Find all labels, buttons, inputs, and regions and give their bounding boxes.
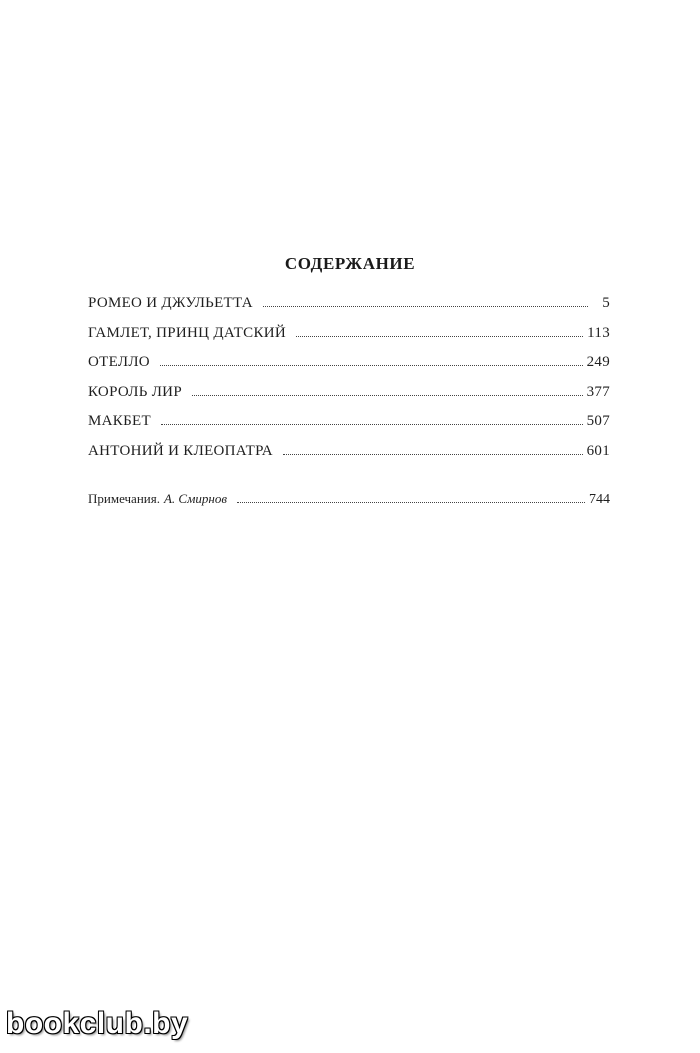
toc-entry-label: МАКБЕТ — [88, 413, 151, 429]
notes-label: Примечания. — [88, 491, 160, 506]
toc-entry-antony-and-cleopatra — [88, 443, 610, 473]
dot-leader — [237, 501, 585, 503]
dot-leader — [263, 305, 588, 307]
toc-entry-macbeth — [88, 413, 610, 443]
watermark-logo: bookclub.by — [6, 1007, 189, 1040]
toc-entry-label: КОРОЛЬ ЛИР — [88, 383, 182, 400]
toc-entry-notes — [88, 491, 610, 508]
dot-leader — [161, 423, 583, 425]
notes-page: 744 — [589, 492, 610, 507]
toc-entry-romeo-and-juliet — [88, 295, 610, 325]
toc-entry-label: ГАМЛЕТ, ПРИНЦ ДАТСКИЙ — [88, 324, 287, 341]
toc-list — [88, 295, 610, 472]
toc-entry-label: АНТОНИЙ И КЛЕОПАТРА — [88, 442, 273, 459]
toc-entry-king-lear — [88, 384, 610, 414]
toc-entry-page: 601 — [586, 442, 610, 459]
dot-leader — [283, 453, 583, 455]
toc-title: СОДЕРЖАНИЕ — [284, 254, 416, 273]
toc-entry-page: 5 — [602, 295, 610, 311]
toc-entry-page: 249 — [586, 354, 610, 370]
dot-leader — [296, 335, 583, 337]
toc-entry-page: 507 — [586, 413, 610, 429]
toc-entry-label: ОТЕЛЛО — [88, 354, 150, 370]
toc-entry-othello — [88, 354, 610, 384]
toc-entry-page: 113 — [587, 324, 610, 341]
notes-author: А. Смирнов — [163, 491, 227, 506]
toc-entry-label: РОМЕО И ДЖУЛЬЕТТА — [88, 295, 253, 311]
toc-entry-page: 377 — [586, 383, 610, 400]
toc-entry-hamlet — [88, 325, 610, 355]
dot-leader — [192, 394, 583, 396]
dot-leader — [160, 364, 583, 366]
